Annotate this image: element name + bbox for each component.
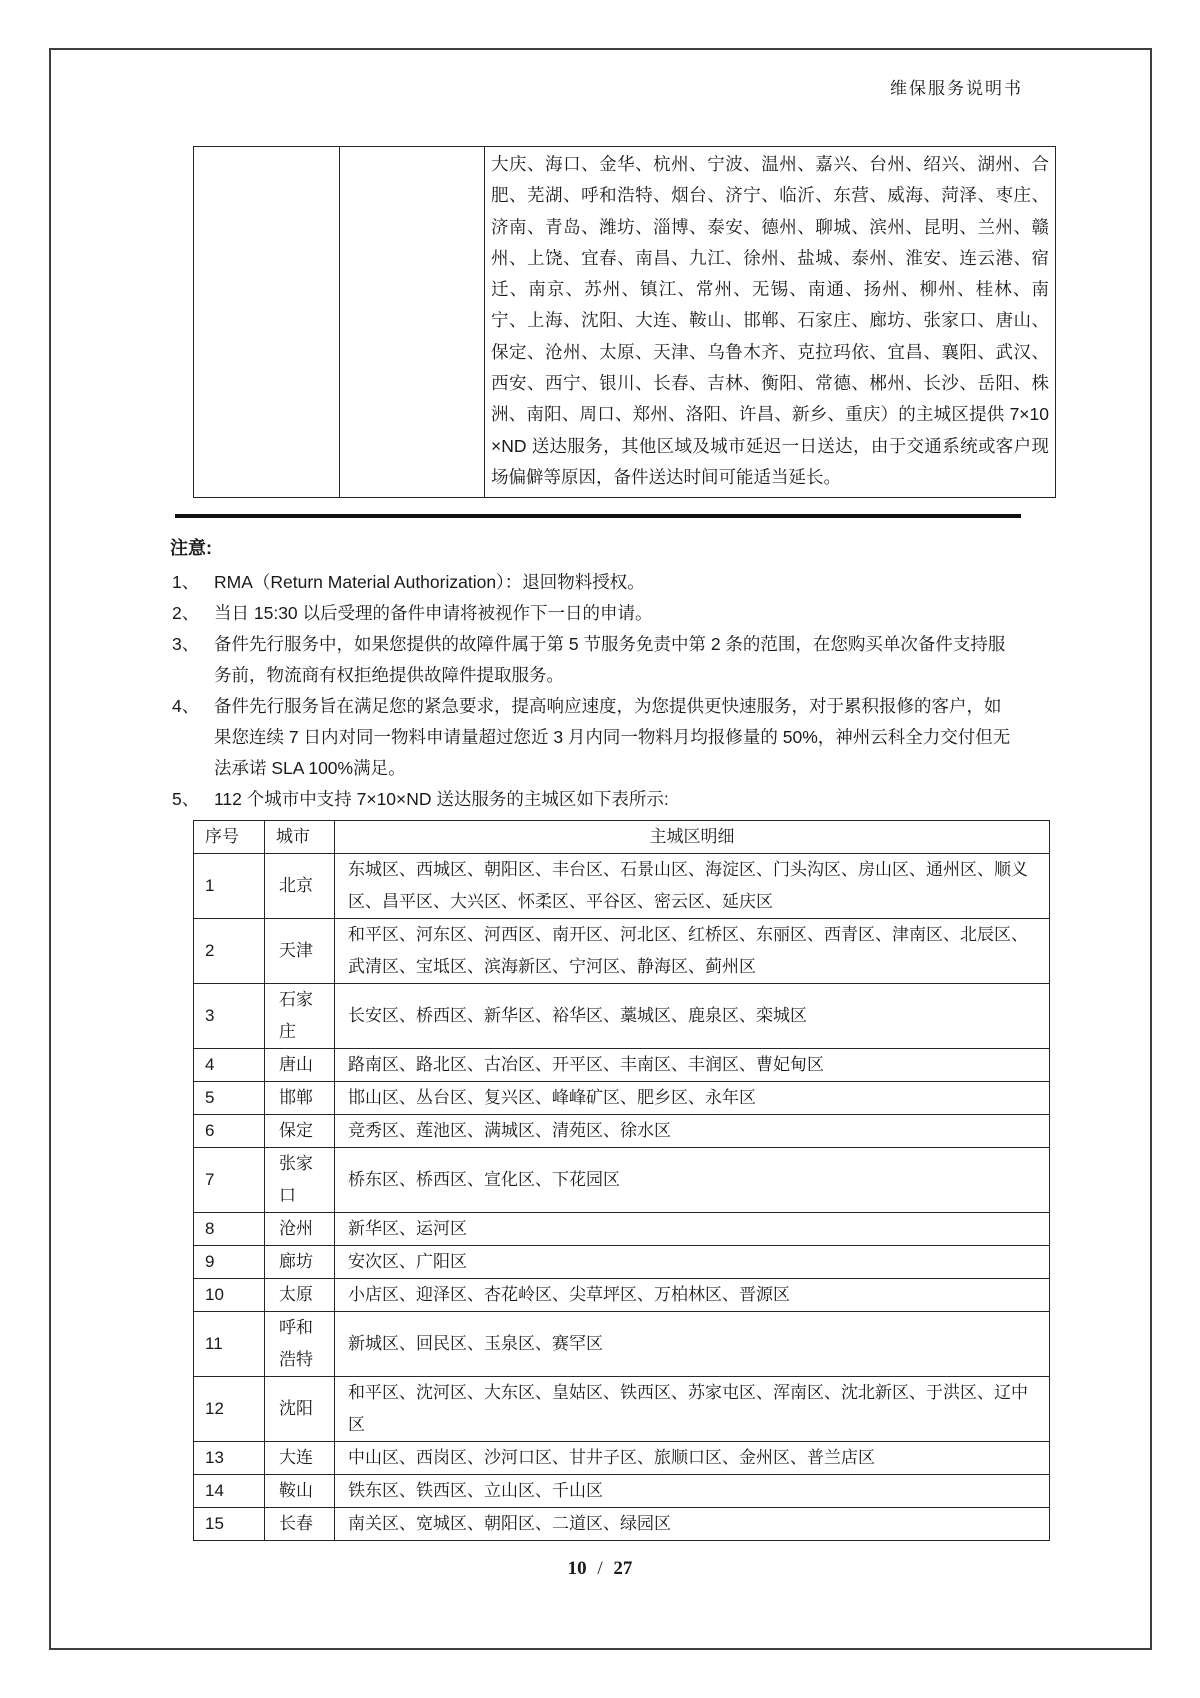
table-row (194, 1148, 1050, 1213)
note-number: 1、 (172, 572, 200, 592)
row-number-cell: 7 (194, 1148, 265, 1213)
table-header-row (194, 821, 1050, 854)
row-number-cell: 3 (194, 984, 265, 1049)
table-row (194, 1312, 1050, 1377)
table-row (194, 1246, 1050, 1279)
table-row (194, 147, 1056, 498)
districts-cell: 东城区、西城区、朝阳区、丰台区、石景山区、海淀区、门头沟区、房山区、通州区、顺义区、昌平区、大兴区、怀柔区、平谷区、密云区、延庆区 (335, 854, 1050, 919)
table-row (194, 854, 1050, 919)
city-cell: 石家庄 (265, 984, 335, 1049)
city-cell: 呼和浩特 (265, 1312, 335, 1377)
note-item (172, 567, 1017, 598)
table-row (194, 1377, 1050, 1442)
note-number: 4、 (172, 696, 200, 716)
row-number-cell: 11 (194, 1312, 265, 1377)
column-header-city: 城市 (265, 821, 335, 854)
page-number-separator: / (597, 1558, 603, 1579)
table-row (194, 1279, 1050, 1312)
districts-cell: 邯山区、丛台区、复兴区、峰峰矿区、肥乡区、永年区 (335, 1082, 1050, 1115)
empty-cell-2 (340, 147, 485, 498)
row-number-cell: 1 (194, 854, 265, 919)
row-number-cell: 5 (194, 1082, 265, 1115)
row-number-cell: 15 (194, 1508, 265, 1541)
note-text: 112 个城市中支持 7×10×ND 送达服务的主城区如下表所示: (214, 789, 669, 809)
note-item (172, 691, 1017, 784)
delivery-cities-text-cell: 大庆、海口、金华、杭州、宁波、温州、嘉兴、台州、绍兴、湖州、合肥、芜湖、呼和浩特、烟台、济宁、临沂、东营、威海、菏泽、枣庄、济南、青岛、潍坊、淄博、泰安、德州、聊城、滨州、昆明、兰州、赣州、上饶、宜春、南昌、九江、徐州、盐城、泰州、淮安、连云港、宿迁、南京、苏州、镇江、常州、无锡、南通、扬州、柳州、桂林、南宁、上海、沈阳、大连、鞍山、邯郸、石家庄、廊坊、张家口、唐山、保定、沧州、太原、天津、乌鲁木齐、克拉玛依、宜昌、襄阳、武汉、西安、西宁、银川、长春、吉林、衡阳、常德、郴州、长沙、岳阳、株洲、南阳、周口、郑州、洛阳、许昌、新乡、重庆）的主城区提供 7×10×ND 送达服务，其他区域及城市延迟一日送达，由于交通系统或客户现场偏僻等原因，备件送达时间可能适当延长。 (485, 147, 1056, 498)
districts-cell: 和平区、沈河区、大东区、皇姑区、铁西区、苏家屯区、浑南区、沈北新区、于洪区、辽中区 (335, 1377, 1050, 1442)
city-table-body (194, 854, 1050, 1541)
districts-cell: 铁东区、铁西区、立山区、千山区 (335, 1475, 1050, 1508)
districts-cell: 和平区、河东区、河西区、南开区、河北区、红桥区、东丽区、西青区、津南区、北辰区、武清区、宝坻区、滨海新区、宁河区、静海区、蓟州区 (335, 919, 1050, 984)
districts-cell: 中山区、西岗区、沙河口区、甘井子区、旅顺口区、金州区、普兰店区 (335, 1442, 1050, 1475)
city-cell: 廊坊 (265, 1246, 335, 1279)
row-number-cell: 9 (194, 1246, 265, 1279)
notes-heading: 注意: (170, 538, 212, 558)
document-header-title: 维保服务说明书 (890, 79, 1023, 98)
city-cell: 唐山 (265, 1049, 335, 1082)
city-cell: 天津 (265, 919, 335, 984)
city-cell: 太原 (265, 1279, 335, 1312)
row-number-cell: 8 (194, 1213, 265, 1246)
districts-cell: 南关区、宽城区、朝阳区、二道区、绿园区 (335, 1508, 1050, 1541)
section-divider-rule (175, 514, 1021, 518)
note-item (172, 598, 1017, 629)
row-number-cell: 2 (194, 919, 265, 984)
note-number: 5、 (172, 789, 200, 809)
note-text: 备件先行服务旨在满足您的紧急要求，提高响应速度，为您提供更快速服务，对于累积报修的客户，如果您连续 7 日内对同一物料申请量超过您近 3 月内同一物料月均报修量的 50%，神州云科全力交付但无法承诺 SLA 100%满足。 (214, 696, 1011, 778)
spare-parts-delivery-table (193, 146, 1056, 498)
districts-cell: 长安区、桥西区、新华区、裕华区、藁城区、鹿泉区、栾城区 (335, 984, 1050, 1049)
table-row (194, 919, 1050, 984)
table-row (194, 1115, 1050, 1148)
notes-list (172, 567, 1017, 815)
note-item (172, 629, 1017, 691)
note-number: 3、 (172, 634, 200, 654)
city-cell: 张家口 (265, 1148, 335, 1213)
table-row (194, 1082, 1050, 1115)
row-number-cell: 4 (194, 1049, 265, 1082)
city-cell: 邯郸 (265, 1082, 335, 1115)
districts-cell: 桥东区、桥西区、宣化区、下花园区 (335, 1148, 1050, 1213)
row-number-cell: 6 (194, 1115, 265, 1148)
districts-cell: 安次区、广阳区 (335, 1246, 1050, 1279)
city-cell: 沈阳 (265, 1377, 335, 1442)
table-row (194, 1049, 1050, 1082)
note-number: 2、 (172, 603, 200, 623)
table-row (194, 1508, 1050, 1541)
row-number-cell: 13 (194, 1442, 265, 1475)
city-districts-table (193, 820, 1050, 1541)
row-number-cell: 14 (194, 1475, 265, 1508)
table-row (194, 1475, 1050, 1508)
city-cell: 大连 (265, 1442, 335, 1475)
table-row (194, 984, 1050, 1049)
districts-cell: 路南区、路北区、古冶区、开平区、丰南区、丰润区、曹妃甸区 (335, 1049, 1050, 1082)
page-number-footer (0, 1558, 1200, 1580)
row-number-cell: 10 (194, 1279, 265, 1312)
districts-cell: 新华区、运河区 (335, 1213, 1050, 1246)
city-cell: 沧州 (265, 1213, 335, 1246)
city-cell: 长春 (265, 1508, 335, 1541)
city-cell: 鞍山 (265, 1475, 335, 1508)
empty-cell-1 (194, 147, 340, 498)
districts-cell: 新城区、回民区、玉泉区、赛罕区 (335, 1312, 1050, 1377)
table-row (194, 1442, 1050, 1475)
current-page-number: 10 (567, 1558, 587, 1579)
column-header-no: 序号 (194, 821, 265, 854)
districts-cell: 竞秀区、莲池区、满城区、清苑区、徐水区 (335, 1115, 1050, 1148)
column-header-districts: 主城区明细 (335, 821, 1050, 854)
row-number-cell: 12 (194, 1377, 265, 1442)
note-item (172, 784, 1017, 815)
total-page-number: 27 (613, 1558, 633, 1579)
note-text: RMA（Return Material Authorization）：退回物料授权。 (214, 572, 645, 592)
table-row (194, 1213, 1050, 1246)
note-text: 备件先行服务中，如果您提供的故障件属于第 5 节服务免责中第 2 条的范围，在您购买单次备件支持服务前，物流商有权拒绝提供故障件提取服务。 (214, 634, 1006, 685)
districts-cell: 小店区、迎泽区、杏花岭区、尖草坪区、万柏林区、晋源区 (335, 1279, 1050, 1312)
note-text: 当日 15:30 以后受理的备件申请将被视作下一日的申请。 (214, 603, 653, 623)
city-cell: 北京 (265, 854, 335, 919)
city-cell: 保定 (265, 1115, 335, 1148)
